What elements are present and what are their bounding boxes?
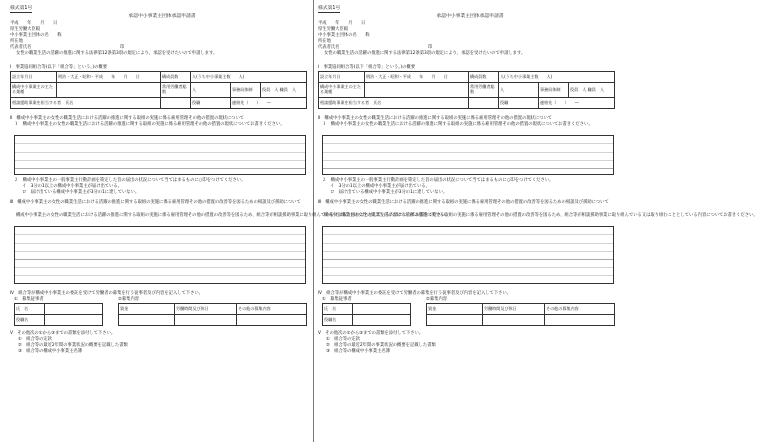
table-row [15,315,103,326]
recruiter-subheading: ① 募集従事者 [322,297,352,302]
cell-field[interactable]: 人(うち中小事業主数 人) [499,72,615,83]
table-row [119,304,307,315]
hours-header: 労働時間及び休日 [483,304,545,315]
attachment-item: ① 組合等の定款 [326,337,360,342]
cell-label: 構成員数 [469,72,499,83]
post-field[interactable] [45,315,103,326]
option-a[interactable]: イ 3分の1以上の構成中小事業主が届け出ている。 [330,184,430,189]
name-label: 氏 名 [323,304,353,315]
address-label: 所在地 [10,39,23,44]
intro-text: 女性の職業生活の活躍の推進に関する法律第12条第3項の規定により、承認を受けたいので申請します。 [16,51,218,56]
section3-heading: Ⅲ 構成中小事業主の女性の職業生活における活躍の推進に関する取組の実施に係る雇用管理その他の措置の改善等を図るための相談及び援助について [10,200,301,205]
section1-heading: Ⅰ 事業協同組合等(以下「組合等」という。)の概要 [10,65,107,70]
section2-answer-box[interactable] [14,135,306,175]
date-line: 平成 年 月 日 [318,21,366,26]
date-line: 平成 年 月 日 [10,21,58,26]
overview-table [318,71,615,109]
form-title: 承認中小事業主団体承認申請書 [436,14,504,19]
recruiter-table [322,303,411,326]
recruiter-subheading: ① 募集従事者 [14,297,44,302]
recruitment-subheading: ②募集内容 [426,297,448,302]
table-row [319,98,615,109]
cell-label-text: 氏名 [65,99,74,105]
attachment-item: ② 組合等の最近2年間の事業状況の概要を記載した書類 [18,343,128,348]
intro-text: 女性の職業生活の活躍の推進に関する法律第12条第3項の規定により、承認を受けたいので申請します。 [324,51,526,56]
form-title: 承認中小事業主団体承認申請書 [128,14,196,19]
section2-q1: １ 構成中小事業主の女性の職業生活における活躍の推進に関する取組の実施に係る雇用管理その他の措置の現状についてお書きください。 [322,122,593,127]
section2-answer-box[interactable] [322,135,614,175]
post-label: 役職名 [15,315,45,326]
representative-label: 代表者氏名 [318,45,340,50]
cell-label: 常用労働者総数 [161,83,191,98]
section2-heading: Ⅱ 構成中小事業主の女性の職業生活における活躍の推進に関する取組の実施に係る雇用管理その他の措置の現状について [10,116,245,121]
section1-heading: Ⅰ 事業協同組合等(以下「組合等」という。)の概要 [318,65,415,70]
wage-field[interactable] [427,315,483,326]
table-row [323,315,411,326]
recruitment-table [426,303,615,326]
cell-label: 構成中小事業主の主たる業種 [11,83,57,98]
cell-field[interactable] [57,83,161,98]
recruitment-subheading: ②募集内容 [118,297,140,302]
section3-text: 構成中小事業主の女性の職業生活における活躍の推進に関する取組の実施に係る雇用管理その他の措置の改善等を図るため、組合等が相談援助事業に取り組んでいる又は取り組むこととしている内容についてお書きください。 [16,213,450,218]
table-row [323,304,411,315]
seal-mark: 印 [120,45,125,50]
cell-field[interactable]: 人(うち中小事業主数 人) [191,72,307,83]
table-row [427,304,615,315]
cell-label: 常用労働者総数 [469,83,499,98]
cell-label: 事務局体制 [231,83,261,98]
wage-field[interactable] [119,315,175,326]
hours-header: 労働時間及び休日 [175,304,237,315]
cell-label: 構成員数 [161,72,191,83]
cell-field[interactable]: 役員 人 職員 人 [569,83,615,98]
representative-label: 代表者氏名 [10,45,32,50]
section3-text: 構成中小事業主の女性の職業生活における活躍の推進に関する取組の実施に係る雇用管理その他の措置の改善等を図るため、組合等が相談援助事業に取り組んでいる又は取り組むこととしている内容についてお書きください。 [324,213,758,218]
table-row [11,83,307,98]
other-field[interactable] [237,315,307,326]
section2-q1: １ 構成中小事業主の女性の職業生活における活躍の推進に関する取組の実施に係る雇用管理その他の措置の現状についてお書きください。 [14,122,285,127]
table-row [119,315,307,326]
form-number: 様式第1号 [318,6,341,11]
option-b[interactable]: ロ 届け出ている構成中小事業主が3分の1に達していない。 [22,190,140,195]
table-row [11,98,307,109]
section2-q2: ２ 構成中小事業主の一般事業主行動計画を策定した旨の届出の状況について当てはまるものに○印をつけてください。 [322,178,554,183]
section2-q2: ２ 構成中小事業主の一般事業主行動計画を策定した旨の届出の状況について当てはまるものに○印をつけてください。 [14,178,246,183]
seal-mark: 印 [428,45,433,50]
table-row [319,72,615,83]
name-field[interactable] [45,304,103,315]
cell-field[interactable]: 連絡先（ ） ― [231,98,307,109]
cell-label [11,98,161,109]
section3-answer-box[interactable] [14,226,306,284]
section4-heading: Ⅳ 組合等が構成中小事業主の委託を受けて労働者の募集を行う従事者及び内容を記入して下さい。 [318,291,512,296]
name-field[interactable] [353,304,411,315]
form-number: 様式第1号 [10,6,33,11]
table-row [15,304,103,315]
table-row [427,315,615,326]
cell-label: 設立年月日 [11,72,57,83]
attachment-item: ① 組合等の定款 [18,337,52,342]
attachment-item: ③ 組合等の構成中小事業主名簿 [326,349,391,354]
overview-table [10,71,307,109]
table-row [11,72,307,83]
table-row [319,83,615,98]
form-page-left [8,0,450,440]
option-a[interactable]: イ 3分の1以上の構成中小事業主が届け出ている。 [22,184,122,189]
cell-field[interactable]: 明治・大正・昭和・平成 年 月 日 [57,72,161,83]
section4-heading: Ⅳ 組合等が構成中小事業主の委託を受けて労働者の募集を行う従事者及び内容を記入して下さい。 [10,291,204,296]
other-header: その他の募集内容 [237,304,307,315]
cell-field[interactable]: 人 [191,83,231,98]
applicant-name-label: 中小事業主団体の名 称 [10,33,62,38]
section5-heading: Ⅴ その他次の①から③までの書類を添付して下さい。 [318,331,424,336]
recruitment-table [118,303,307,326]
cell-label: 役職 [499,98,539,109]
other-header: その他の募集内容 [545,304,615,315]
cell-field[interactable] [365,83,469,98]
cell-label: 設立年月日 [319,72,365,83]
other-field[interactable] [545,315,615,326]
name-label: 氏 名 [15,304,45,315]
cell-label: 構成中小事業主の主たる業種 [319,83,365,98]
form-page-right [316,0,758,440]
hours-field[interactable] [175,315,237,326]
attachment-item: ③ 組合等の構成中小事業主名簿 [18,349,83,354]
cell-field[interactable] [161,98,191,109]
addressee: 厚生労働大臣殿 [10,27,41,32]
hours-field[interactable] [483,315,545,326]
option-b[interactable]: ロ 届け出ている構成中小事業主が3分の1に達していない。 [330,190,448,195]
wage-header: 賃金 [119,304,175,315]
post-field[interactable] [353,315,411,326]
cell-label [319,98,469,109]
section5-heading: Ⅴ その他次の①から③までの書類を添付して下さい。 [10,331,116,336]
cell-label: 事務局体制 [539,83,569,98]
section3-heading: Ⅲ 構成中小事業主の女性の職業生活における活躍の推進に関する取組の実施に係る雇用管理その他の措置の改善等を図るための相談及び援助について [318,200,609,205]
cell-field[interactable]: 明治・大正・昭和・平成 年 月 日 [365,72,469,83]
cell-field[interactable] [469,98,499,109]
cell-field[interactable]: 役員 人 職員 人 [261,83,307,98]
addressee: 厚生労働大臣殿 [318,27,349,32]
cell-label-text: 氏名 [373,99,382,105]
cell-label-text: 相談援助事業を担当する者 [320,99,370,105]
address-label: 所在地 [318,39,331,44]
attachment-item: ② 組合等の最近2年間の事業状況の概要を記載した書類 [326,343,436,348]
section2-heading: Ⅱ 構成中小事業主の女性の職業生活における活躍の推進に関する取組の実施に係る雇用管理その他の措置の現状について [318,116,553,121]
recruiter-table [14,303,103,326]
cell-label-text: 相談援助事業を担当する者 [12,99,62,105]
section3-answer-box[interactable] [322,226,614,284]
wage-header: 賃金 [427,304,483,315]
cell-label: 役職 [191,98,231,109]
applicant-name-label: 中小事業主団体の名 称 [318,33,370,38]
cell-field[interactable]: 人 [499,83,539,98]
cell-field[interactable]: 連絡先（ ） ― [539,98,615,109]
post-label: 役職名 [323,315,353,326]
